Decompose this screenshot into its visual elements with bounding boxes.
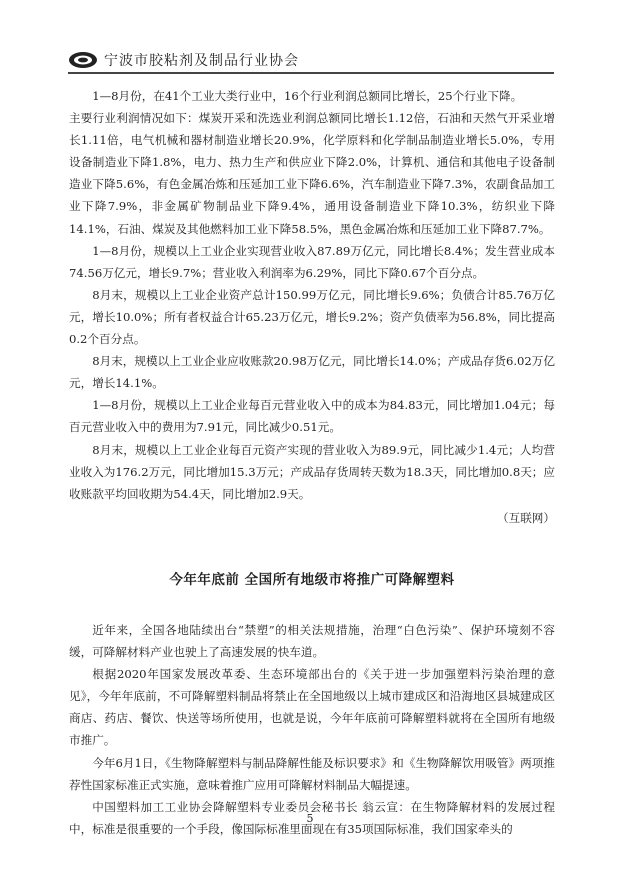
- paragraph: 近年来，全国各地陆续出台“禁塑”的相关法规措施，治理“白色污染”、保护环境刻不容缓，可降解材料产业也驶上了高速发展的快车道。: [69, 622, 555, 660]
- source-credit: （互联网）: [497, 510, 555, 525]
- paragraph: 1—8月份，规模以上工业企业每百元营业收入中的成本为84.83元，同比增加1.04元；每百元营业收入中的费用为7.91元，同比减少0.51元。: [69, 398, 555, 435]
- page-number: 5: [306, 812, 314, 825]
- paragraph: 今年6月1日，《生物降解塑料与制品降解性能及标识要求》和《生物降解饮用吸管》两项推荐性国家标准正式实施，意味着推广应用可降解材料制品大幅提速。: [69, 755, 555, 792]
- page-content: [69, 83, 555, 840]
- paragraph: 根据2020年国家发展改革委、生态环境部出台的《关于进一步加强塑料污染治理的意见》，今年年底前，不可降解塑料制品将禁止在全国地级以上城市建成区和沿海地区县城建成区商店、药店、餐饮、快送等场所使用，也就是说，今年年底前可降解塑料就将在全国所有地级市推广。: [69, 667, 555, 748]
- paragraph: 1—8月份，在41个工业大类行业中，16个行业利润总额同比增长，25个行业下降。: [92, 89, 523, 103]
- paragraph: 8月末，规模以上工业企业每百元资产实现的营业收入为89.9元，同比减少1.4元；人均营业收入为176.2万元，同比增加15.3万元；产成品存货周转天数为18.3天，同比增加0.8天；应收账款平均回收期为54.4天，同比增加2.9天。: [69, 442, 555, 501]
- paragraph: 主要行业利润情况如下：煤炭开采和洗选业利润总额同比增长1.12倍，石油和天然气开采业增长1.11倍，电气机械和器材制造业增长20.9%，化学原料和化学制品制造业增长5.0%，专用设备制造业下降1.8%，电力、热力生产和供应业下降2.0%，计算机、通信和其他电子设备制造业下降5.6%，有色金属冶炼和压延加工业下降6.6%，汽车制造业下降7.3%，农副食品加工业下降7.9%，非金属矿物制品业下降9.4%，通用设备制造业下降10.3%，纺织业下降14.1%，石油、煤炭及其他燃料加工业下降58.5%，黑色金属冶炼和压延加工业下降87.7%。: [69, 111, 555, 236]
- paragraph: 中国塑料加工工业协会降解塑料专业委员会秘书长 翁云宣：在生物降解材料的发展过程中，标准是很重要的一个手段，像国际标准里面现在有35项国际标准，我们国家牵头的: [69, 799, 555, 836]
- paragraph: 8月末，规模以上工业企业资产总计150.99万亿元，同比增长9.6%；负债合计85.76万亿元，增长10.0%；所有者权益合计65.23万亿元，增长9.2%；资产负债率为56.8%，同比提高0.2个百分点。: [69, 287, 555, 347]
- paragraph: 1—8月份，规模以上工业企业实现营业收入87.89万亿元，同比增长8.4%；发生营业成本74.56万亿元，增长9.7%；营业收入利润率为6.29%，同比下降0.67个百分点。: [69, 243, 555, 280]
- paragraph: 8月末，规模以上工业企业应收账款20.98万亿元，同比增长14.0%；产成品存货6.02万亿元，增长14.1%。: [69, 354, 555, 391]
- association-logo-icon: [68, 51, 98, 69]
- article-title: 今年年底前 全国所有地级市将推广可降解塑料: [169, 571, 455, 588]
- header-rule: [68, 72, 554, 74]
- page-header: [68, 50, 554, 76]
- header-title: 宁波市胶粘剂及制品行业协会: [104, 53, 299, 69]
